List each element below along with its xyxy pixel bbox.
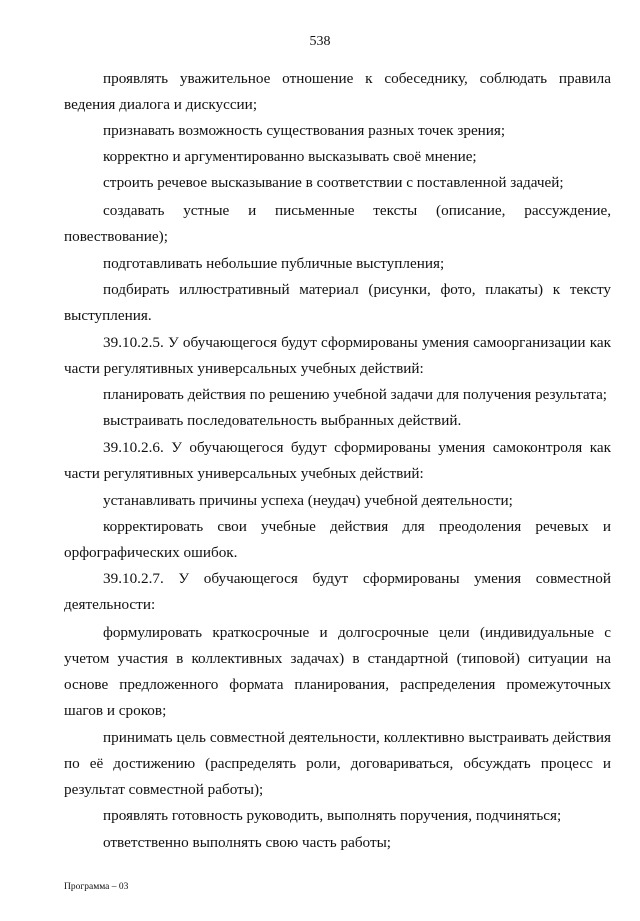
paragraph-correct: корректировать свои учебные действия для преодоления речевых и орфографических ошибок. bbox=[64, 518, 611, 561]
paragraph-causes: устанавливать причины успеха (неудач) учебной деятельности; bbox=[103, 492, 513, 509]
paragraph-responsible: ответственно выполнять свою часть работы; bbox=[103, 834, 392, 851]
paragraph-sequence: выстраивать последовательность выбранных действий. bbox=[103, 412, 462, 429]
paragraph-lead: проявлять готовность руководить, выполнять поручения, подчиняться; bbox=[103, 807, 562, 824]
paragraph-views: признавать возможность существования разных точек зрения; bbox=[103, 122, 506, 139]
paragraph-39-10-2-6: 39.10.2.6. У обучающегося будут сформированы умения самоконтроля как части регулятивных универсальных учебных действий: bbox=[64, 439, 611, 482]
paragraph-joint-goal: принимать цель совместной деятельности, коллективно выстраивать действия по её достижению (распределять роли, договариваться, обсуждать процесс и результат совместной работы); bbox=[64, 729, 611, 798]
paragraph-opinion: корректно и аргументированно высказывать своё мнение; bbox=[103, 148, 477, 165]
paragraph-public: подготавливать небольшие публичные выступления; bbox=[103, 255, 445, 272]
paragraph-39-10-2-7: 39.10.2.7. У обучающегося будут сформированы умения совместной деятельности: bbox=[64, 570, 611, 613]
footer-label: Программа – 03 bbox=[64, 882, 129, 892]
paragraph-plan: планировать действия по решению учебной задачи для получения результата; bbox=[103, 386, 608, 403]
paragraph-respect: проявлять уважительное отношение к собеседнику, соблюдать правила ведения диалога и дискуссии; bbox=[64, 70, 611, 113]
paragraph-goals: формулировать краткосрочные и долгосрочные цели (индивидуальные с учетом участия в коллективных задачах) в стандартной (типовой) ситуации на основе предложенного формата планирования, распределения промежуточных шагов и сроков; bbox=[64, 624, 611, 719]
paragraph-39-10-2-5: 39.10.2.5. У обучающегося будут сформированы умения самоорганизации как части регулятивных универсальных учебных действий: bbox=[64, 334, 611, 377]
paragraph-illustrative: подбирать иллюстративный материал (рисунки, фото, плакаты) к тексту выступления. bbox=[64, 281, 611, 324]
paragraph-texts: создавать устные и письменные тексты (описание, рассуждение, повествование); bbox=[64, 202, 611, 245]
page-number: 538 bbox=[309, 34, 331, 49]
paragraph-speech: строить речевое высказывание в соответствии с поставленной задачей; bbox=[103, 174, 564, 191]
